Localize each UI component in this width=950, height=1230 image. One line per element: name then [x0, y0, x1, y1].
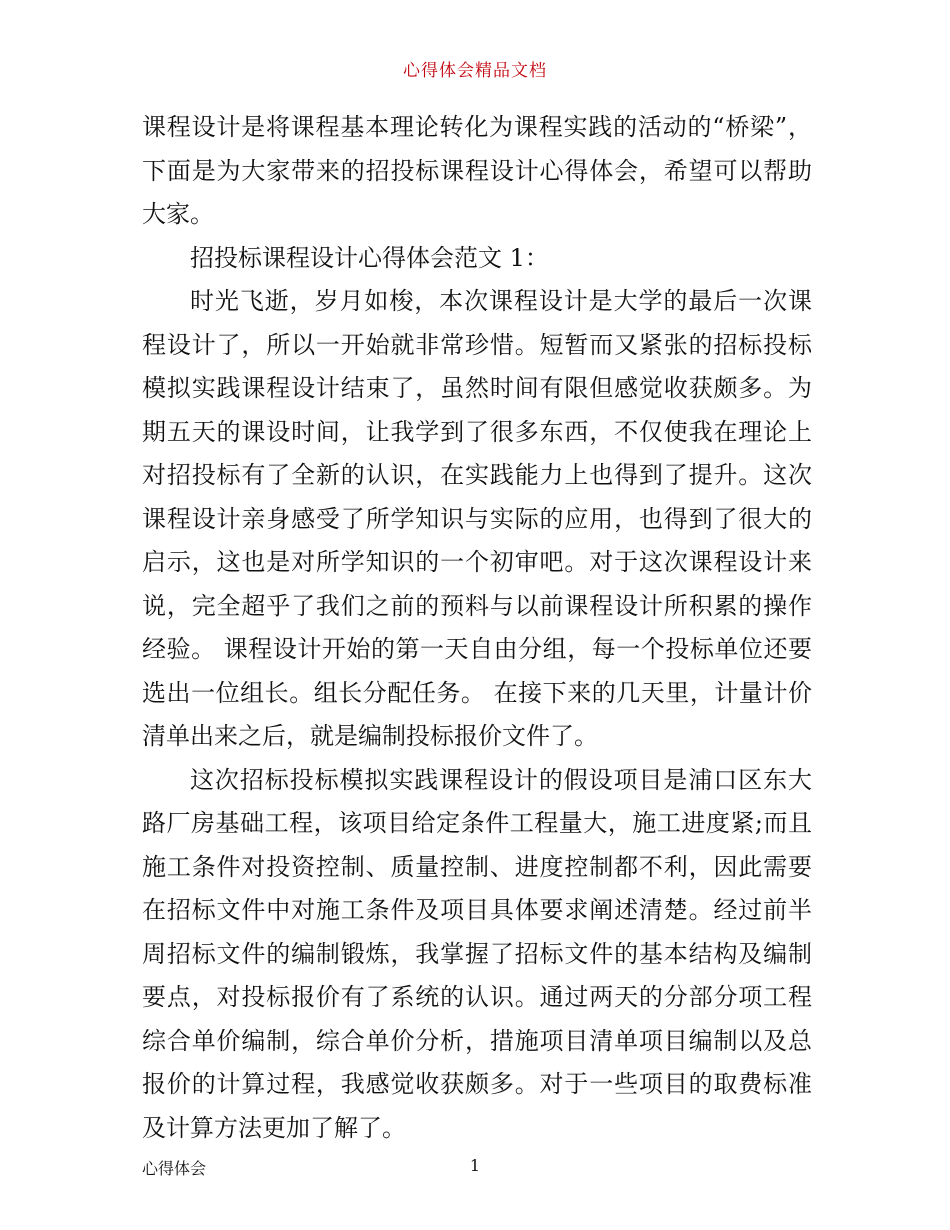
page-number: 1	[469, 1156, 481, 1175]
intro-paragraph: 课程设计是将课程基本理论转化为课程实践的活动的“桥梁”，下面是为大家带来的招投标课程设计心得体会，希望可以帮助大家。	[142, 113, 812, 228]
footer-label: 心得体会	[142, 1159, 207, 1178]
body-paragraph: 这次招标投标模拟实践课程设计的假设项目是浦口区东大路厂房基础工程，该项目给定条件工程量大，施工进度紧;而且施工条件对投资控制、质量控制、进度控制都不利，因此需要在招标文件中对施工条件及项目具体要求阐述清楚。经过前半周招标文件的编制锻炼，我掌握了招标文件的基本结构及编制要点，对投标报价有了系统的认识。通过两天的分部分项工程综合单价编制，综合单价分析，措施项目清单项目编制以及总报价的计算过程，我感觉收获颇多。对于一些项目的取费标准及计算方法更加了解了。	[142, 765, 812, 1142]
body-paragraph: 时光飞逝，岁月如梭，本次课程设计是大学的最后一次课程设计了，所以一开始就非常珍惜。短暂而又紧张的招标投标模拟实践课程设计结束了，虽然时间有限但感觉收获颇多。为期五天的课设时间，让我学到了很多东西，不仅使我在理论上对招投标有了全新的认识，在实践能力上也得到了提升。这次课程设计亲身感受了所学知识与实际的应用，也得到了很大的启示，这也是对所学知识的一个初审吧。对于这次课程设计来说，完全超乎了我们之前的预料与以前课程设计所积累的操作经验。 课程设计开始的第一天自由分组，每一个投标单位还要选出一位组长。组长分配任务。 在接下来的几天里，计量计价清单出来之后，就是编制投标报价文件了。	[142, 287, 812, 750]
page-header-title: 心得体会精品文档	[403, 61, 547, 81]
document-body	[142, 106, 812, 1150]
section-heading: 招投标课程设计心得体会范文 1：	[190, 243, 549, 272]
